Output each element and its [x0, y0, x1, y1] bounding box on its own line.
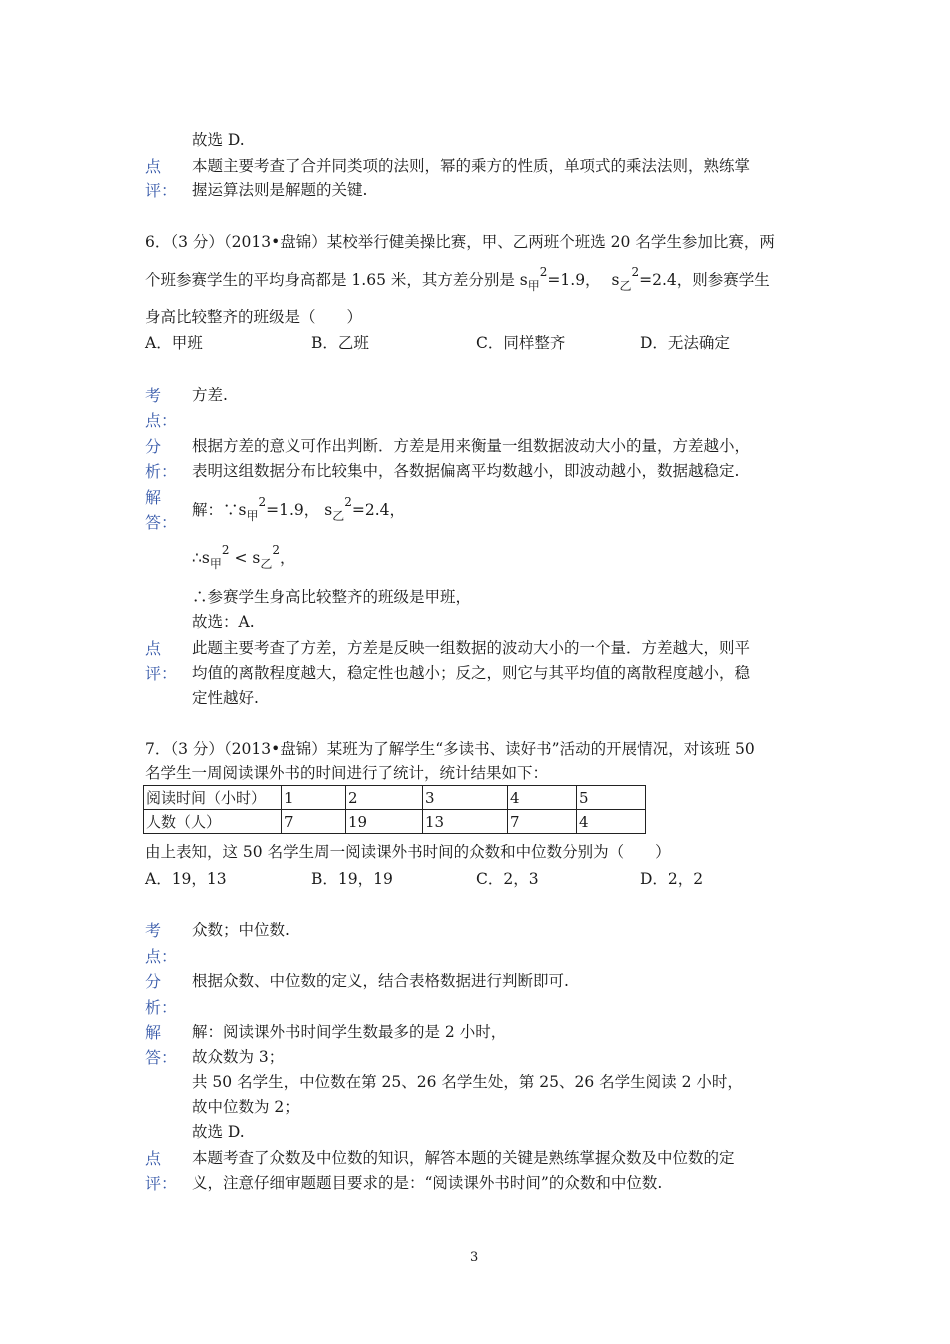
q7-dianping-line-2: 义，注意仔细审题题目要求的是：“阅读课外书时间”的众数和中位数.: [192, 1174, 663, 1192]
q6-fenxi-label-2: 析：: [145, 462, 178, 481]
q6-option-b: B．乙班: [311, 334, 369, 352]
table-row: [144, 786, 646, 810]
q7-fenxi-label-1: 分: [145, 972, 162, 991]
q6-jieda-label-1: 解: [145, 488, 162, 507]
q7-kaodian-label-1: 考: [145, 921, 162, 940]
q6-dianping-line-2: 均值的离散程度越大，稳定性也越小；反之，则它与其平均值的离散程度越小，稳: [192, 664, 751, 682]
q6-stem-line-2: 个班参赛学生的平均身高都是 1.65 米，其方差分别是 $s_甲^2=1.9$， $s_乙^2=2.4$，则参赛学生: [145, 265, 770, 293]
q7-stem-line-3: 由上表知，这 50 名学生周一阅读课外书时间的众数和中位数分别为（ ）: [145, 843, 671, 861]
q7-option-d: D．2，2: [640, 870, 704, 888]
q7-dianping-line-1: 本题考查了众数及中位数的知识，解答本题的关键是熟练掌握众数及中位数的定: [192, 1149, 735, 1167]
table-cell: 13: [423, 810, 508, 834]
q6-dianping-line-1: 此题主要考查了方差，方差是反映一组数据的波动大小的一个量．方差越大，则平: [192, 639, 751, 657]
q6-jieda-line-3: ∴参赛学生身高比较整齐的班级是甲班，: [192, 588, 472, 606]
q7-jieda-label-2: 答：: [145, 1048, 178, 1067]
q5-answer-line: 故选 D.: [192, 131, 245, 149]
q7-option-a: A．19，13: [145, 870, 227, 888]
q6-stem-text: 个班参赛学生的平均身高都是 1.65 米，其方差分别是: [145, 271, 520, 289]
q7-fenxi-label-2: 析：: [145, 998, 178, 1017]
q6-jie-s-yi: $s_乙^2$: [324, 495, 352, 523]
q6-jie2-s-yi: $s_乙^2$: [252, 543, 280, 571]
q6-dianping-label-2: 评：: [145, 664, 178, 683]
q7-dianping-label-1: 点: [145, 1149, 162, 1168]
table-cell: 4: [508, 786, 577, 810]
q7-jieda-label-1: 解: [145, 1023, 162, 1042]
q6-s-yi: $s_乙^2$: [611, 265, 640, 293]
q6-dianping-line-3: 定性越好.: [192, 689, 259, 707]
q6-jieda-line-1: 解：$\because s_甲^2=1.9$， $s_乙^2=2.4$，: [192, 495, 405, 523]
q6-jie2-s-jia: $s_甲^2$: [201, 543, 230, 571]
q6-fenxi-line-2: 表明这组数据分布比较集中，各数据偏离平均数越小，即波动越小，数据越稳定.: [192, 462, 740, 480]
q6-dianping-label-1: 点: [145, 639, 162, 658]
table-cell: 5: [577, 786, 646, 810]
q7-jieda-line-4: 故中位数为 2；: [192, 1098, 300, 1116]
q6-s-jia: $s_甲^2$: [519, 265, 548, 293]
q7-data-table: [143, 785, 646, 834]
table-cell: 4: [577, 810, 646, 834]
q7-kaodian: 众数；中位数.: [192, 921, 290, 939]
table-cell: 3: [423, 786, 508, 810]
q7-jieda-line-2: 故众数为 3；: [192, 1048, 285, 1066]
q6-fenxi-line-1: 根据方差的意义可作出判断．方差是用来衡量一组数据波动大小的量，方差越小，: [192, 437, 751, 455]
q7-jieda-line-1: 解：阅读课外书时间学生数最多的是 2 小时，: [192, 1023, 507, 1041]
q5-dianping-line-1: 本题主要考查了合并同类项的法则，幂的乘方的性质，单项式的乘法法则，熟练掌: [192, 157, 751, 175]
table-cell: 7: [282, 810, 346, 834]
q5-dianping-label-2: 评：: [145, 181, 178, 200]
q6-kaodian-label-1: 考: [145, 386, 162, 405]
q5-dianping-line-2: 握运算法则是解题的关键.: [192, 181, 368, 199]
table-cell: 阅读时间（小时）: [144, 786, 282, 810]
q6-jie-s-jia: $s_甲^2$: [238, 495, 267, 523]
q5-dianping-label-1: 点: [145, 157, 162, 176]
q6-kaodian-label-2: 点：: [145, 411, 178, 430]
q6-option-d: D．无法确定: [640, 334, 730, 352]
q7-jieda-line-5: 故选 D.: [192, 1123, 245, 1141]
q6-option-a: A．甲班: [145, 334, 203, 352]
q7-fenxi-line-1: 根据众数、中位数的定义，结合表格数据进行判断即可.: [192, 972, 569, 990]
table-row: [144, 810, 646, 834]
q6-option-c: C．同样整齐: [476, 334, 566, 352]
page-number: 3: [470, 1250, 479, 1265]
q6-kaodian: 方差.: [192, 386, 228, 404]
q6-stem-line-3: 身高比较整齐的班级是（ ）: [145, 308, 363, 326]
table-cell: 19: [346, 810, 423, 834]
q7-kaodian-label-2: 点：: [145, 947, 178, 966]
table-cell: 2: [346, 786, 423, 810]
table-cell: 人数（人）: [144, 810, 282, 834]
q7-option-c: C．2，3: [476, 870, 539, 888]
q7-stem-line-1: 7．（3 分）（2013•盘锦）某班为了解学生“多读书、读好书”活动的开展情况，对该班 50: [145, 740, 755, 758]
table-cell: 1: [282, 786, 346, 810]
q6-jieda-line-2: $\therefore s_甲^2 < s_乙^2$，: [192, 543, 296, 571]
q6-fenxi-label-1: 分: [145, 437, 162, 456]
q7-stem-line-2: 名学生一周阅读课外书的时间进行了统计，统计结果如下：: [145, 764, 549, 782]
q6-jieda-line-4: 故选：A.: [192, 613, 255, 631]
q7-option-b: B．19，19: [311, 870, 393, 888]
q7-dianping-label-2: 评：: [145, 1174, 178, 1193]
q6-jieda-label-2: 答：: [145, 513, 178, 532]
q7-jieda-line-3: 共 50 名学生，中位数在第 25、26 名学生处，第 25、26 名学生阅读 2 小时，: [192, 1073, 743, 1091]
table-cell: 7: [508, 810, 577, 834]
q6-stem-line-1: 6．（3 分）（2013•盘锦）某校举行健美操比赛，甲、乙两班个班选 20 名学生参加比赛，两: [145, 233, 775, 251]
